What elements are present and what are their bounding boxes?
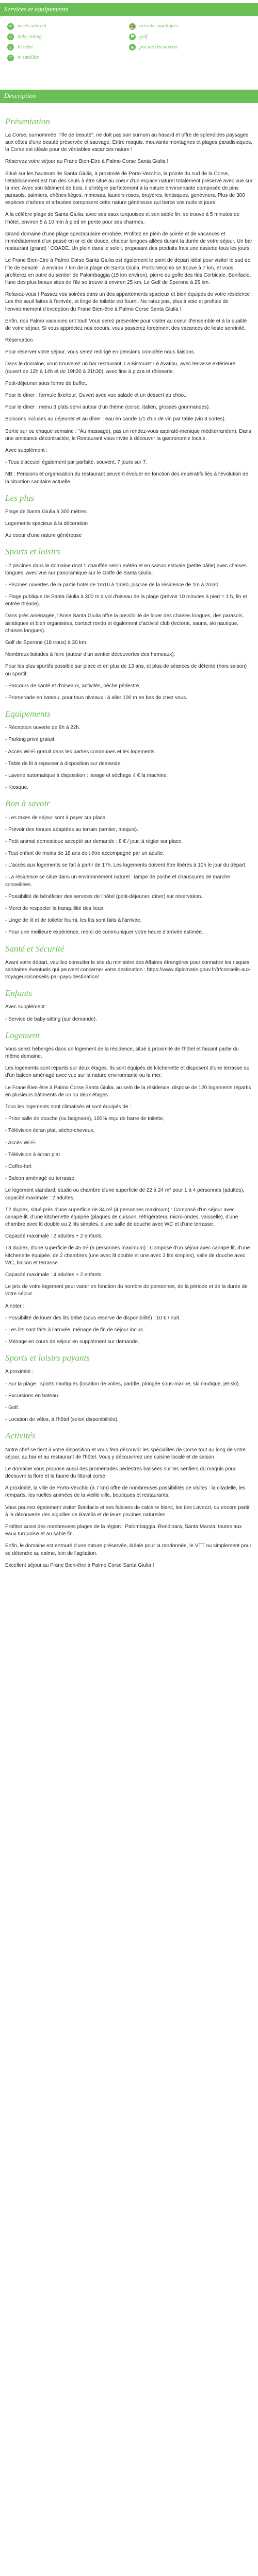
section-paragraph: - Pour une meilleure expérience, merci de communiquer votre heure d'arrivée estimée. — [5, 929, 203, 936]
section-heading: Sports et loisirs payants — [5, 1353, 90, 1363]
section-heading: Les plus — [5, 493, 35, 503]
section-paragraph: Grand domaine d'une plage spectaculaire enrobée. Profitez en plein de soirée et de vacances et immédiatement d'un passé en or et de douce, chaleur longues allées durant la durée de votre séjour. Un bar restaurant (grand) ' COADE. Un plein dans le soleil, proposant des produits frais une assiette tous les jours. — [5, 231, 252, 252]
page — [0, 3, 258, 1569]
section-paragraph: Situé sur les hauteurs de Santa Giulia, à proximité de Porto-Vecchio, la pointe du sud de la Corse, l'établissement est l'un des seuls à être situé au coeur d'un espace naturel totalement préservé avec vue sur la mer. Avec son bâtiment de bois, il s'intègre parfaitement à la nature environnante composée de pins parasols, palmiers, chênes lièges, mimosas, lauriers roses, bruyères, lentisques, genévriers. Plus de 300 espèces d'arbres et arbustes composent cette nature généreuse qui berce vos nuits et jours. — [5, 171, 253, 206]
section-paragraph: - Coffre-fort — [5, 1163, 31, 1170]
services-list — [0, 19, 258, 69]
wifi-icon: ≈ — [7, 23, 14, 30]
boat-icon: ⛵ — [129, 24, 136, 29]
section-paragraph: - Laverie automatique à disposition : lavage et séchage 4 € la machine. — [5, 773, 168, 779]
service-label: piscine découverte — [139, 44, 178, 50]
section-paragraph: Avec supplément : — [5, 447, 48, 453]
service-item — [5, 42, 129, 53]
section-paragraph: - Prévoir des tenues adaptées au terrain (sentier, maquis). — [5, 826, 138, 833]
section-paragraph: Relaxez-vous ! Passez vos soirées dans un des appartements spacieux et bien équipés de votre résidence : Les thé seuil faites à l'arrivée, et linge de toilette est fourni. Ne ratez pas, plus à voie et profitez de l'environnement d'exception du Frane Bien-être à Palmo Corse Santa Giulia ! — [5, 292, 253, 312]
section-paragraph: Vous pourrez également visiter Bonifacio et ses falaises de calcaire blanc, les îles Lavezzi, ou encore partir à la découverte des aiguilles de Bavella et de leurs piscines naturelles. — [5, 1504, 250, 1518]
section-paragraph: Boissons incluses au déjeuner et au dîner : eau en carafe 1/1 d'un de vin par table (vin 3 sortes). — [5, 416, 226, 422]
tv-icon: □ — [7, 55, 14, 61]
section-paragraph: - Tous d'accueil également par parfaite, souvent, 7 jours sur 7. — [5, 460, 148, 466]
section-paragraph: Enfin, le domaine est entouré d'une nature préservée, idéale pour la randonnée, le VTT ou simplement pour se détendre au calme, loin de l'agitation. — [5, 1543, 252, 1556]
section-paragraph: Vous serez hébergés dans un logement de la résidence, situé à proximité de l'hôtel et faisant partie du même domaine. — [5, 1046, 239, 1060]
section-paragraph: - Sur la plage : sports nautiques (location de voiles, paddle, plongée sous-marine, ski nautique, jet-ski). — [5, 1381, 240, 1387]
section-paragraph: A la célèbre plage de Santa Giulia, avec ses eaux turquoises et son sable fin, se trouve à 5 minutes de l'hôtel, environ 5 à 10 min à pied en pente pour ses charmes. — [5, 212, 240, 225]
section-paragraph: - Prise salle de douche (ou baignoire), 100% reçu de barre de toilette, — [5, 1116, 165, 1122]
section-paragraph: T2 duplex, situé près d'une superficie de 34 m² (4 personnes maximum) : Composé d'un séjour avec canapé-lit, d'une kitchenette équipée (plaques de cuisson, réfrigérateur, micro-ondes, vaisselle), d'une chambre avec lit double ou 2 lits simples, d'une salle de douche avec WC et d'une terrasse. — [5, 1207, 238, 1228]
section-paragraph: Sortie sur ou chaque semaine : "Au massage), pas un rendez-vous aspiraté-menique méditerranéen). Dans une ambiance décontractée, le Restaurant vous invite à découvrir la gastronomie locale. — [5, 428, 251, 442]
service-label: acces internet — [18, 23, 46, 29]
section-paragraph: Pour réserver votre séjour, vous serez redirigé en pensions complète nous liaisons. — [5, 349, 196, 355]
section-paragraph: - Merci de respecter la tranquillité des lieux. — [5, 906, 105, 912]
section-paragraph: Golf de Sperone (18 trous) à 30 km. — [5, 640, 88, 646]
section-heading: Bon à savoir — [5, 799, 50, 809]
section-paragraph: - Accès Wi-Fi gratuit dans les parties communes et les logements. — [5, 749, 156, 755]
section-paragraph: Au coeur d'une nature généreuse — [5, 533, 82, 539]
section-paragraph: - La résidence se situe dans un environnement naturel : lampe de poche et chaussures de marche conseillées. — [5, 874, 230, 888]
section-paragraph: - Parking privé gratuit. — [5, 737, 56, 743]
section-paragraph: - Tout enfant de moins de 18 ans doit être accompagné par un adulte. — [5, 851, 165, 857]
section-paragraph: Avec supplément : — [5, 1004, 48, 1010]
section-heading: Sports et loisirs — [5, 547, 60, 557]
section-paragraph: - Kiosque. — [5, 785, 29, 791]
section-paragraph: Enfin, nos Palmo vacances ont tout! Vous serez présentée pour visiter au coeur d'ensemble et à la qualité de votre séjour. Si vous appréciez nos coeurs, vous passerez forcément des vacances de lieste sereinité. — [5, 318, 247, 331]
crib-icon: ⌂ — [7, 44, 14, 50]
service-item — [5, 53, 129, 63]
section-paragraph: - L'accès aux logements se fait à partir de 17h. Les logements doivent être libérés à 10h le jour du départ. — [5, 862, 247, 869]
section-paragraph: - Golf. — [5, 1405, 20, 1411]
section-paragraph: Pour le dîner : menu 3 plats servi autour d'un thème (corse, italien, grosses gourmandes). — [5, 404, 211, 411]
section-paragraph: Plage de Santa Giulia à 300 mètres — [5, 509, 87, 515]
services-header: Services et equipements — [0, 3, 258, 16]
pool-icon: ∿ — [129, 44, 136, 50]
section-paragraph: - Télévision à écran plat — [5, 1151, 60, 1158]
section-paragraph: - Linge de lit et de toilette fourni, les lits sont faits à l'arrivée. — [5, 918, 142, 924]
section-paragraph: - Location de vélos, à l'hôtel (selon disponibilités). — [5, 1417, 119, 1423]
service-item — [129, 21, 253, 31]
service-label: tv satellite — [18, 55, 39, 61]
section-paragraph: - 2 piscines dans le domaine dont 1 chauffée selon météo et en saison estivale (petite bâtie) avec chaises longues, avec vue sur panoramique sur le Golfe de Santa Giulia. — [5, 563, 247, 576]
service-label: lit bébé — [18, 44, 33, 50]
service-item — [5, 32, 129, 42]
section-paragraph: - Piscines ouvertes de la partie hotel de 1m10 à 1m80, piscine de la résidence de 1m à 2m30 — [5, 582, 219, 588]
section-heading: Santé et Sécurité — [5, 943, 64, 954]
section-paragraph: - Ménage en cours de séjour en supplément sur demande. — [5, 1339, 139, 1345]
section-paragraph: Notre chef se tient à votre disposition et vous fera découvrir les spécialités de Corse tout au long de votre séjour, au bar et au restaurant de l'hôtel. Vous y découvrirez une cuisine locale et de saison. — [5, 1447, 246, 1460]
section-paragraph: Les logements sont répartis sur deux étages. Ils sont équipés de kitchenette et disposent d'une terrasse ou d'un balcon aménagé avec vue sur la nature environnante ou la mer. — [5, 1065, 250, 1079]
section-paragraph: Le Frane Bien-être à Palmo Corse Santa Giulia, au sein de la résidence, dispose de 120 logements répartis en plusieurs bâtiments de un ou deux étages. — [5, 1084, 251, 1098]
section-paragraph: Petit-déjeuner sous forme de buffet. — [5, 380, 87, 386]
section-paragraph: - Réception ouverte de 8h à 22h. — [5, 725, 80, 731]
section-heading: Présentation — [5, 116, 50, 126]
service-item — [129, 42, 253, 53]
section-heading: Enfants — [5, 988, 32, 998]
service-item — [5, 21, 129, 31]
section-paragraph: - Table de lit à repasser à disposition sur demande. — [5, 760, 122, 767]
section-heading: Logement — [5, 1030, 40, 1040]
service-label: activités nautiques — [139, 23, 178, 29]
section-paragraph: Dans le domaine, vous trouverez un bar restaurant, La Bistouret Lé Avatibu, avec terrasse extérieure (ouvert de 12h à 14h et de 19h30 à 21h30), avec fine à pizza et rôtisserie. — [5, 361, 236, 375]
section-paragraph: Capacité maximale : 2 adultes + 2 enfants. — [5, 1233, 103, 1240]
section-paragraph: Pour le dîner : formule fixe/tour. Ouvert avec vue salade et un dessert au choix. — [5, 393, 186, 399]
service-label: baby sitting — [18, 33, 42, 40]
section-paragraph: Dans près aménagée, l'Anse Santa Giulia offre la possibilité de louer des chaises longues, des parasols, asiatiques et bien organisées, contact rondo et également d'activité club (lectorat, sauna, ski nautique, chaises longues). — [5, 613, 244, 634]
section-paragraph: Réservez votre séjour au Frane Bien-Etre à Palmo Corse Santa Giulia ! — [5, 159, 169, 165]
section-heading: Activités — [5, 1431, 36, 1441]
section-paragraph: - Télévision écran plat, sèche-cheveux, — [5, 1128, 95, 1134]
baby-icon: ☺ — [8, 34, 13, 40]
section-paragraph: Tous les logements sont climatisés et sont équipés de : — [5, 1104, 132, 1110]
description-header: Description — [0, 90, 258, 103]
section-paragraph: A noter : — [5, 1303, 25, 1309]
section-paragraph: Avant votre départ, veuillez consulter le site du ministère des Affaires étrangères pour connaître les risques sanitaires éventuels qui peuvent concerner votre destination : https://www.diplomatie.gouv.fr/fr/conseils-aux-voyageurs/conseils-par-pays-destination/ — [5, 959, 252, 980]
section-paragraph: - Excursions en bateau. — [5, 1393, 60, 1399]
section-paragraph: Capacité maximale : 4 adultes + 2 enfants. — [5, 1272, 103, 1278]
section-paragraph: - Balcon aménagé ou terrasse. — [5, 1176, 76, 1182]
section-paragraph: Excellent séjour au Frane Bien-être à Palmo Corse Santa Giulia ! — [5, 1562, 154, 1568]
section-paragraph: - Possibilité de bénéficier des services de l'hôtel (petit-déjeuner, dîner) sur réservation. — [5, 893, 203, 900]
section-heading: Equipements — [5, 709, 51, 719]
section-paragraph: Profitez aussi des nombreuses plages de la région : Palombaggia, Rondinara, Santa Manza, toutes aux eaux turquoise et au sable fin. — [5, 1524, 242, 1537]
section-paragraph: La Corse, surnommée "l'île de beauté", ne doit pas son surnom au hasard et offre de splendides paysages aux côtes d'une beauté préservée et sauvage. Entre maquis, mouvants montagnes et plages paradisiaques, la Corse est idéale pour de véritables vacances nature ! — [5, 132, 252, 153]
description-content — [0, 106, 258, 1569]
section-paragraph: Le prix de votre logement peut varier en fonction du nombre de personnes, de la période et de la durée de votre séjour. — [5, 1284, 248, 1297]
section-paragraph: - Parcours de santé et d'oiseaux, activités, pêche pédestre. — [5, 683, 141, 689]
section-paragraph: A proximité, la ville de Porto-Vecchio (à 7 km) offre de nombreuses possibilités de visites : la citadelle, les remparts, les ruelles animées de la vieille ville, boutiques et restaurants. — [5, 1485, 246, 1499]
section-paragraph: T3 duplex, d'une superficie de 45 m² (6 personnes maximum) : Composé d'un séjour avec canapé-lit, d'une kitchenette équipée, de 2 chambres (une avec lit double et une avec 2 lits simples), salle de douche avec WC, balcon et terrasse. — [5, 1245, 250, 1266]
section-paragraph: Pour les plus sportifs possible sur place et en plus de 13 ans, et plus de séances de détente (hors saison) ou sportif. — [5, 664, 247, 677]
section-paragraph: - Les lits sont faits à l'arrivée, ménage de fin de séjour inclus. — [5, 1327, 144, 1333]
section-paragraph: A proximité : — [5, 1369, 34, 1375]
section-paragraph: - Petit animal domestique accepté sur demande : 8 € / jour, à régler sur place. — [5, 838, 183, 844]
section-paragraph: - Promenade en bateau, pour tous niveaux : à aller 100 m en bas de chez vous. — [5, 694, 187, 701]
section-paragraph: Logements spacieux à la décoration — [5, 521, 88, 527]
section-paragraph: - Les taxes de séjour sont à payer sur place. — [5, 815, 107, 821]
section-paragraph: - Service de baby-sitting (sur demande). — [5, 1016, 97, 1022]
section-paragraph: - Possibilité de louer des lits bébé (sous réserve de disponibilité) : 10 € / nuit. — [5, 1315, 181, 1321]
section-paragraph: NB : Pensions et organisation du restaurant peuvent évoluer en fonction des impératifs liés à l'évolution de la situation sanitaire actuelle. — [5, 471, 249, 485]
golf-icon: ⚑ — [129, 33, 136, 40]
section-paragraph: - Plage publique de Santa Giulia à 300 m à vol d'oiseau de la plage (prévoir 10 minutes à pied = 1 h, fin et entrée théorie). — [5, 594, 247, 607]
section-paragraph: Réservation — [5, 337, 33, 344]
section-paragraph: Nombreux balades à faire (autour d'un sentier découvertes des hameaux). — [5, 652, 175, 658]
service-item — [129, 32, 253, 42]
section-paragraph: Le Frane Bien-Etre à Palmo Corse Santa Giulia est également le point de départ idéal pour visiter le sud de l'île de Beauté : à environ 7 km de la plage de Santa Giulia, Porto-Vecchio se trouve à 7 km, et vous profiterez en outre du sentier de Palombaggia (15 km environ), pierre du golfe des Iles Cerbicale, Bonifacio, l'une des plus beaux sites de l'île se trouve à environ 25 km. Le Golf de Sperone à 25 km. — [5, 258, 251, 285]
service-label: golf — [139, 33, 148, 40]
section-paragraph: Le logement standard, studio ou chambre d'une superficie de 22 à 24 m² pour 1 à 4 personnes (adultes), capacité maximale : 2 adultes. — [5, 1188, 245, 1201]
section-paragraph: - Accès Wi-Fi — [5, 1140, 36, 1146]
section-paragraph: Le domaine vous propose aussi des promenades pédestres balisées sur les sentiers du maquis pour découvrir la flore et la faune du littoral corse. — [5, 1466, 236, 1480]
